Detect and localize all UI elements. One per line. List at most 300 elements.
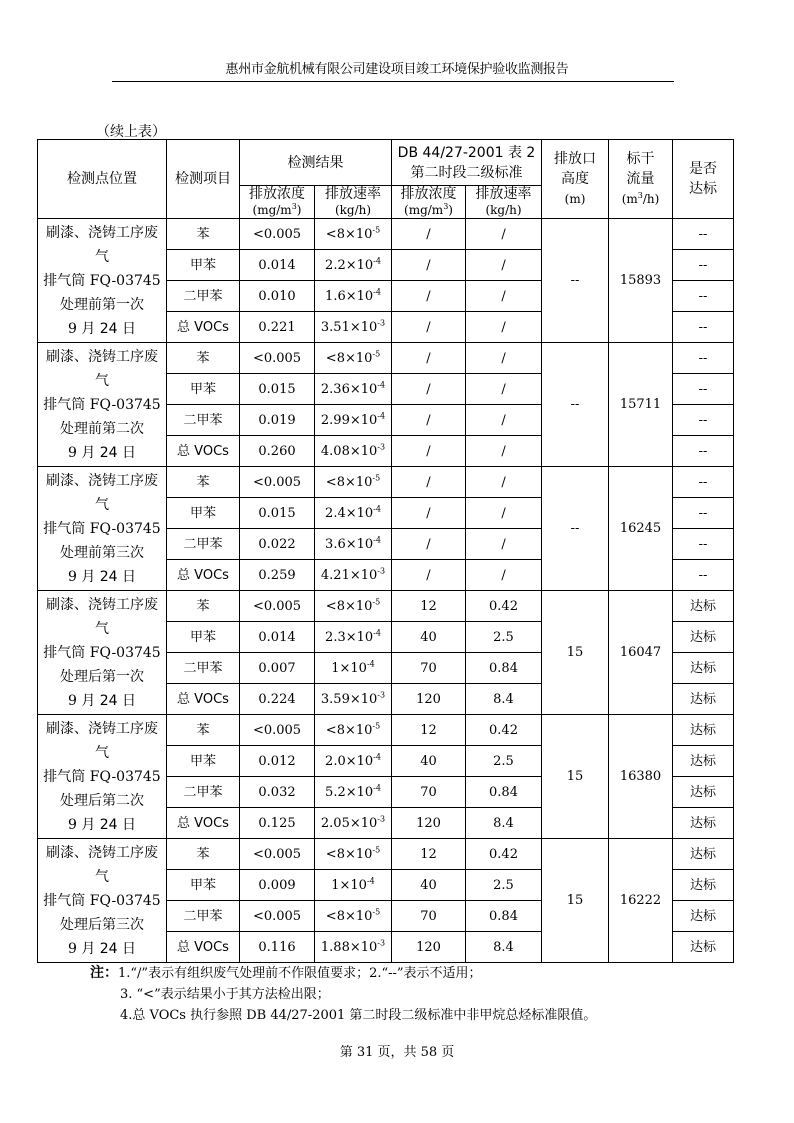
rate-exponent: -4 <box>373 287 381 297</box>
rate-exponent: -5 <box>372 721 381 731</box>
rate-exponent: -5 <box>372 597 381 607</box>
header-compliance <box>673 140 734 219</box>
rate-cell <box>315 498 392 529</box>
table-notes <box>90 963 596 1026</box>
flow-cell: 15893 <box>609 219 673 343</box>
rate-base: 2.0×10 <box>325 753 374 769</box>
location-date-month: 9 <box>67 692 77 709</box>
compliance-cell: -- <box>673 498 734 529</box>
std-rate-cell: 0.42 <box>466 839 542 870</box>
rate-base: 2.99×10 <box>320 412 378 428</box>
header-compliance-line1: 是否 <box>689 161 718 177</box>
header-location: 检测点位置 <box>38 140 167 219</box>
location-date-text: 月 24 日 <box>76 692 137 709</box>
item-cell: 甲苯 <box>167 746 240 777</box>
std-rate-cell: 0.84 <box>466 653 542 684</box>
location-line-4: 处理后第三次 <box>60 916 144 933</box>
std-conc-cell: 120 <box>392 808 466 839</box>
location-line-4: 处理后第一次 <box>60 668 144 685</box>
rate-cell <box>315 405 392 436</box>
compliance-cell: -- <box>673 467 734 498</box>
conc-cell: 0.009 <box>240 870 315 901</box>
std-conc-cell: / <box>392 312 466 343</box>
compliance-cell: 达标 <box>673 684 734 715</box>
location-line-1: 刷漆、浇铸工序废 <box>46 472 158 489</box>
compliance-cell: 达标 <box>673 839 734 870</box>
std-conc-cell: / <box>392 467 466 498</box>
location-line-5 <box>38 565 166 589</box>
location-outlet-label: 排气筒 <box>43 892 90 909</box>
item-cell: 甲苯 <box>167 622 240 653</box>
note-label: 注： <box>90 965 118 981</box>
flow-cell: 15711 <box>609 343 673 467</box>
location-line-3 <box>38 393 166 417</box>
header-flow <box>609 140 673 219</box>
item-cell: 总 VOCs <box>167 560 240 591</box>
location-outlet-code: FQ-03745 <box>89 892 161 909</box>
item-cell: 二甲苯 <box>167 653 240 684</box>
location-line-4: 处理前第二次 <box>60 420 144 437</box>
location-cell <box>38 591 167 715</box>
note-line-1-text: 1.“/”表示有组织废气处理前不作限值要求；2.“--”表示不适用； <box>118 966 482 981</box>
rate-base: <8×10 <box>325 722 373 738</box>
std-conc-cell: / <box>392 529 466 560</box>
location-line-1: 刷漆、浇铸工序废 <box>46 720 158 737</box>
std-conc-cell: 12 <box>392 591 466 622</box>
rate-cell <box>315 374 392 405</box>
compliance-cell: 达标 <box>673 901 734 932</box>
location-outlet-label: 排气筒 <box>43 644 90 661</box>
std-conc-cell: 12 <box>392 715 466 746</box>
conc-cell: 0.221 <box>240 312 315 343</box>
std-conc-label: 排放浓度 <box>400 186 457 202</box>
location-date-month: 9 <box>67 320 77 337</box>
header-std-rate <box>466 186 542 219</box>
rate-base: <8×10 <box>325 226 373 242</box>
rate-base: 1×10 <box>331 660 367 676</box>
std-conc-cell: 120 <box>392 932 466 963</box>
flow-cell: 16380 <box>609 715 673 839</box>
conc-cell: <0.005 <box>240 343 315 374</box>
rate-cell <box>315 343 392 374</box>
location-date-text: 月 24 日 <box>76 320 137 337</box>
header-std-conc <box>392 186 466 219</box>
std-rate-cell: / <box>466 436 542 467</box>
conc-cell: 0.012 <box>240 746 315 777</box>
outlet-height-cell: 15 <box>542 591 609 715</box>
monitoring-results-table <box>37 139 734 963</box>
location-outlet-code: FQ-03745 <box>89 520 161 537</box>
std-rate-cell: 2.5 <box>466 746 542 777</box>
conc-cell: 0.116 <box>240 932 315 963</box>
header-flow-line2: 流量 <box>626 171 655 187</box>
rate-cell <box>315 746 392 777</box>
location-line-1: 刷漆、浇铸工序废 <box>46 224 158 241</box>
header-flow-line1: 标干 <box>626 151 655 167</box>
header-item: 检测项目 <box>167 140 240 219</box>
location-line-5 <box>38 689 166 713</box>
item-cell: 苯 <box>167 219 240 250</box>
std-rate-unit: (kg/h) <box>485 203 522 217</box>
table-row <box>38 839 734 870</box>
location-line-3 <box>38 641 166 665</box>
item-cell: 苯 <box>167 715 240 746</box>
location-date-text: 月 24 日 <box>76 444 137 461</box>
compliance-cell: -- <box>673 405 734 436</box>
outlet-height-cell: 15 <box>542 715 609 839</box>
item-cell: 二甲苯 <box>167 901 240 932</box>
std-rate-cell: 0.42 <box>466 591 542 622</box>
report-header-title: 惠州市金航机械有限公司建设项目竣工环境保护验收监测报告 <box>225 62 569 77</box>
conc-cell: 0.015 <box>240 498 315 529</box>
rate-base: 5.2×10 <box>325 784 374 800</box>
location-cell <box>38 715 167 839</box>
compliance-cell: -- <box>673 529 734 560</box>
std-rate-cell: / <box>466 374 542 405</box>
rate-exponent: -4 <box>373 535 381 545</box>
compliance-cell: 达标 <box>673 808 734 839</box>
std-conc-cell: 12 <box>392 839 466 870</box>
location-date-month: 9 <box>67 444 77 461</box>
std-rate-cell: / <box>466 281 542 312</box>
std-conc-cell: 70 <box>392 901 466 932</box>
table-row <box>38 715 734 746</box>
flow-cell: 16222 <box>609 839 673 963</box>
item-cell: 总 VOCs <box>167 684 240 715</box>
outlet-height-cell: -- <box>542 343 609 467</box>
std-conc-unit-post: ) <box>448 203 453 217</box>
header-divider <box>112 81 674 82</box>
rate-exponent: -4 <box>373 628 381 638</box>
rate-cell <box>315 653 392 684</box>
flow-unit-post: /h) <box>642 192 660 206</box>
location-line-4: 处理后第二次 <box>60 792 144 809</box>
rate-cell <box>315 932 392 963</box>
note-line-3: 4.总 VOCs 执行参照 DB 44/27-2001 第二时段二级标准中非甲烷总烃标准限值。 <box>120 1008 597 1023</box>
std-rate-cell: / <box>466 498 542 529</box>
rate-cell <box>315 777 392 808</box>
std-rate-cell: / <box>466 250 542 281</box>
rate-base: 2.3×10 <box>325 629 374 645</box>
rate-base: 1.88×10 <box>320 939 378 955</box>
location-date-text: 月 24 日 <box>76 568 137 585</box>
location-line-2: 气 <box>95 868 109 885</box>
compliance-cell: 达标 <box>673 715 734 746</box>
std-rate-cell: 8.4 <box>466 932 542 963</box>
rate-exponent: -4 <box>377 411 386 421</box>
compliance-cell: -- <box>673 436 734 467</box>
conc-cell: 0.032 <box>240 777 315 808</box>
std-conc-cell: / <box>392 405 466 436</box>
rate-cell <box>315 839 392 870</box>
location-line-5 <box>38 441 166 465</box>
rate-exponent: -3 <box>377 938 386 948</box>
header-standard-line2: 第二时段二级标准 <box>410 164 523 181</box>
table-row <box>38 343 734 374</box>
rate-cell <box>315 281 392 312</box>
rate-cell <box>315 219 392 250</box>
location-line-1: 刷漆、浇铸工序废 <box>46 596 158 613</box>
std-conc-cell: / <box>392 560 466 591</box>
rate-cell <box>315 901 392 932</box>
std-conc-cell: / <box>392 498 466 529</box>
item-cell: 二甲苯 <box>167 281 240 312</box>
item-cell: 二甲苯 <box>167 405 240 436</box>
conc-cell: <0.005 <box>240 467 315 498</box>
rate-cell <box>315 560 392 591</box>
rate-base: <8×10 <box>325 846 373 862</box>
location-line-2: 气 <box>95 496 109 513</box>
rate-base: 2.36×10 <box>320 381 378 397</box>
std-rate-cell: 2.5 <box>466 622 542 653</box>
std-rate-cell: 0.84 <box>466 901 542 932</box>
location-date-text: 月 24 日 <box>76 940 137 957</box>
rate-exponent: -3 <box>377 318 386 328</box>
std-rate-cell: / <box>466 219 542 250</box>
location-outlet-code: FQ-03745 <box>89 768 161 785</box>
compliance-cell: -- <box>673 312 734 343</box>
compliance-cell: 达标 <box>673 746 734 777</box>
rate-cell <box>315 622 392 653</box>
location-line-4: 处理前第一次 <box>60 296 144 313</box>
item-cell: 苯 <box>167 839 240 870</box>
std-conc-cell: / <box>392 281 466 312</box>
flow-cell: 16245 <box>609 467 673 591</box>
location-line-4: 处理前第三次 <box>60 544 144 561</box>
rate-base: 3.59×10 <box>320 691 378 707</box>
table-row <box>38 219 734 250</box>
rate-base: 3.6×10 <box>325 536 374 552</box>
location-cell <box>38 839 167 963</box>
std-rate-cell: / <box>466 529 542 560</box>
continued-label: （续上表） <box>96 124 166 140</box>
compliance-cell: 达标 <box>673 622 734 653</box>
location-outlet-label: 排气筒 <box>43 272 90 289</box>
conc-unit-post: ) <box>296 203 302 217</box>
location-outlet-code: FQ-03745 <box>89 396 161 413</box>
conc-cell: 0.224 <box>240 684 315 715</box>
header-results: 检测结果 <box>240 140 392 186</box>
compliance-cell: 达标 <box>673 653 734 684</box>
conc-cell: 0.125 <box>240 808 315 839</box>
conc-cell: 0.019 <box>240 405 315 436</box>
conc-cell: <0.005 <box>240 219 315 250</box>
compliance-cell: 达标 <box>673 777 734 808</box>
location-outlet-code: FQ-03745 <box>89 644 161 661</box>
item-cell: 总 VOCs <box>167 436 240 467</box>
header-outlet-height <box>542 140 609 219</box>
rate-exponent: -5 <box>372 907 381 917</box>
std-rate-cell: 0.42 <box>466 715 542 746</box>
conc-cell: 0.014 <box>240 250 315 281</box>
rate-exponent: -5 <box>372 845 381 855</box>
location-line-3 <box>38 269 166 293</box>
std-conc-cell: 120 <box>392 684 466 715</box>
note-line-2: 3. “<”表示结果小于其方法检出限； <box>120 987 330 1002</box>
item-cell: 二甲苯 <box>167 777 240 808</box>
rate-exponent: -5 <box>372 473 381 483</box>
location-line-1: 刷漆、浇铸工序废 <box>46 348 158 365</box>
std-conc-cell: 70 <box>392 653 466 684</box>
rate-cell <box>315 808 392 839</box>
std-conc-cell: 40 <box>392 746 466 777</box>
item-cell: 甲苯 <box>167 374 240 405</box>
std-conc-unit-pre: (mg/m <box>404 203 444 217</box>
rate-cell <box>315 684 392 715</box>
flow-cell: 16047 <box>609 591 673 715</box>
rate-base: 3.51×10 <box>320 319 378 335</box>
outlet-height-cell: -- <box>542 219 609 343</box>
rate-exponent: -3 <box>377 814 386 824</box>
rate-base: <8×10 <box>325 908 373 924</box>
rate-base: <8×10 <box>325 474 373 490</box>
location-line-5 <box>38 813 166 837</box>
header-height-unit: (m) <box>564 192 586 206</box>
rate-exponent: -4 <box>377 380 386 390</box>
location-line-2: 气 <box>95 620 109 637</box>
std-rate-cell: / <box>466 343 542 374</box>
compliance-cell: -- <box>673 219 734 250</box>
result-rate-unit: (kg/h) <box>334 203 372 217</box>
result-conc-label: 排放浓度 <box>249 186 305 202</box>
location-date-text: 月 24 日 <box>76 816 137 833</box>
conc-cell: 0.015 <box>240 374 315 405</box>
location-date-month: 9 <box>67 568 77 585</box>
item-cell: 总 VOCs <box>167 932 240 963</box>
std-conc-cell: / <box>392 374 466 405</box>
item-cell: 二甲苯 <box>167 529 240 560</box>
rate-exponent: -4 <box>373 752 381 762</box>
rate-exponent: -4 <box>373 783 381 793</box>
location-outlet-code: FQ-03745 <box>89 272 161 289</box>
location-line-3 <box>38 517 166 541</box>
rate-base: 2.2×10 <box>325 257 374 273</box>
rate-cell <box>315 715 392 746</box>
flow-unit-pre: (m <box>621 192 638 206</box>
header-height-line2: 高度 <box>561 171 590 187</box>
location-line-5 <box>38 937 166 961</box>
rate-base: 2.4×10 <box>325 505 374 521</box>
std-rate-cell: / <box>466 312 542 343</box>
std-conc-cell: 40 <box>392 622 466 653</box>
rate-cell <box>315 529 392 560</box>
rate-base: 2.05×10 <box>320 815 378 831</box>
conc-cell: 0.022 <box>240 529 315 560</box>
item-cell: 苯 <box>167 343 240 374</box>
location-outlet-label: 排气筒 <box>43 768 90 785</box>
rate-exponent: -3 <box>377 566 386 576</box>
item-cell: 总 VOCs <box>167 312 240 343</box>
std-conc-cell: / <box>392 219 466 250</box>
std-rate-cell: / <box>466 405 542 436</box>
rate-base: <8×10 <box>325 350 373 366</box>
rate-exponent: -4 <box>366 659 375 669</box>
conc-cell: 0.260 <box>240 436 315 467</box>
std-rate-cell: / <box>466 467 542 498</box>
header-result-rate <box>315 186 392 219</box>
conc-cell: <0.005 <box>240 901 315 932</box>
compliance-cell: -- <box>673 250 734 281</box>
std-conc-cell: 40 <box>392 870 466 901</box>
conc-unit-sup: 3 <box>291 202 297 211</box>
compliance-cell: 达标 <box>673 591 734 622</box>
conc-cell: <0.005 <box>240 591 315 622</box>
rate-exponent: -3 <box>377 442 386 452</box>
location-cell <box>38 343 167 467</box>
std-rate-cell: 8.4 <box>466 684 542 715</box>
table-row <box>38 467 734 498</box>
rate-cell <box>315 250 392 281</box>
location-line-5 <box>38 317 166 341</box>
location-line-1: 刷漆、浇铸工序废 <box>46 844 158 861</box>
header-result-conc <box>240 186 315 219</box>
rate-base: 1.6×10 <box>325 288 374 304</box>
item-cell: 苯 <box>167 467 240 498</box>
rate-cell <box>315 436 392 467</box>
rate-exponent: -3 <box>377 690 386 700</box>
compliance-cell: -- <box>673 281 734 312</box>
compliance-cell: -- <box>673 374 734 405</box>
location-line-3 <box>38 765 166 789</box>
outlet-height-cell: 15 <box>542 839 609 963</box>
table-row <box>38 591 734 622</box>
item-cell: 甲苯 <box>167 498 240 529</box>
rate-base: <8×10 <box>325 598 373 614</box>
outlet-height-cell: -- <box>542 467 609 591</box>
location-line-2: 气 <box>95 372 109 389</box>
location-cell <box>38 219 167 343</box>
location-date-month: 9 <box>67 940 77 957</box>
std-rate-cell: / <box>466 560 542 591</box>
location-outlet-label: 排气筒 <box>43 396 90 413</box>
location-line-3 <box>38 889 166 913</box>
location-outlet-label: 排气筒 <box>43 520 90 537</box>
rate-base: 4.08×10 <box>320 443 378 459</box>
std-conc-cell: / <box>392 436 466 467</box>
compliance-cell: 达标 <box>673 870 734 901</box>
compliance-cell: 达标 <box>673 932 734 963</box>
std-conc-unit <box>392 202 465 218</box>
rate-exponent: -4 <box>366 876 375 886</box>
location-line-2: 气 <box>95 744 109 761</box>
result-conc-unit <box>240 202 314 218</box>
flow-unit-sup: 3 <box>637 191 643 200</box>
page-footer: 第 31 页，共 58 页 <box>339 1045 455 1060</box>
header-height-line1: 排放口 <box>554 151 597 167</box>
rate-cell <box>315 467 392 498</box>
std-rate-label: 排放速率 <box>475 186 532 202</box>
header-standard <box>392 140 542 186</box>
std-conc-cell: 70 <box>392 777 466 808</box>
rate-exponent: -4 <box>373 256 381 266</box>
location-cell <box>38 467 167 591</box>
location-date-month: 9 <box>67 816 77 833</box>
std-conc-cell: / <box>392 250 466 281</box>
conc-cell: <0.005 <box>240 715 315 746</box>
header-flow-unit <box>609 189 672 209</box>
rate-cell <box>315 312 392 343</box>
item-cell: 总 VOCs <box>167 808 240 839</box>
conc-cell: 0.007 <box>240 653 315 684</box>
rate-base: 1×10 <box>331 877 367 893</box>
compliance-cell: -- <box>673 560 734 591</box>
conc-cell: <0.005 <box>240 839 315 870</box>
result-rate-label: 排放速率 <box>325 186 381 202</box>
conc-cell: 0.014 <box>240 622 315 653</box>
header-compliance-line2: 达标 <box>689 181 718 197</box>
std-rate-cell: 0.84 <box>466 777 542 808</box>
std-conc-cell: / <box>392 343 466 374</box>
